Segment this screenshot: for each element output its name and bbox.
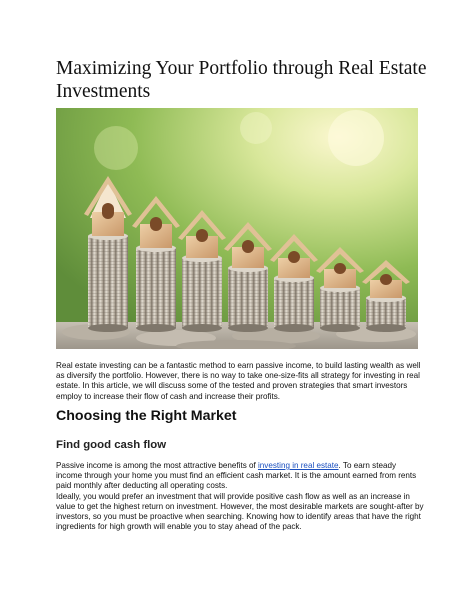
body-text [56,461,424,532]
paragraph-1-start: Passive income is among the most attractive benefits of [56,461,258,470]
house-on-coins-photo [56,108,418,349]
investing-in-real-estate-link[interactable]: investing in real estate [258,461,339,470]
paragraph-2: Ideally, you would prefer an investment that will provide positive cash flow as well as an increase in value to get the highest return on investment. However, the most desirable markets are sought-after by investors, so you must be proactive when searching. Knowing how to identify areas that have the right ingredients for high growth will enable you to stay ahead of the pack. [56,491,424,532]
intro-paragraph: Real estate investing can be a fantastic method to earn passive income, to build lasting wealth as well as diversify the portfolio. However, there is no way to take one-size-fits all strategy for investing in real estate. In this article, we will discuss some of the tested and proven strategies that smart investors employ to increase their flow of cash and increase their profits. [56,361,421,401]
subsection-heading: Find good cash flow [56,439,167,451]
paragraph-1-end: . To earn steady income through your home you must find an efficient cash market. It is the amount earned from rents paid monthly after deducting all operating costs. [56,461,417,491]
article-title: Maximizing Your Portfolio through Real Estate Investments [56,58,427,102]
section-heading: Choosing the Right Market [56,408,237,424]
coin-stack-1 [88,232,128,332]
